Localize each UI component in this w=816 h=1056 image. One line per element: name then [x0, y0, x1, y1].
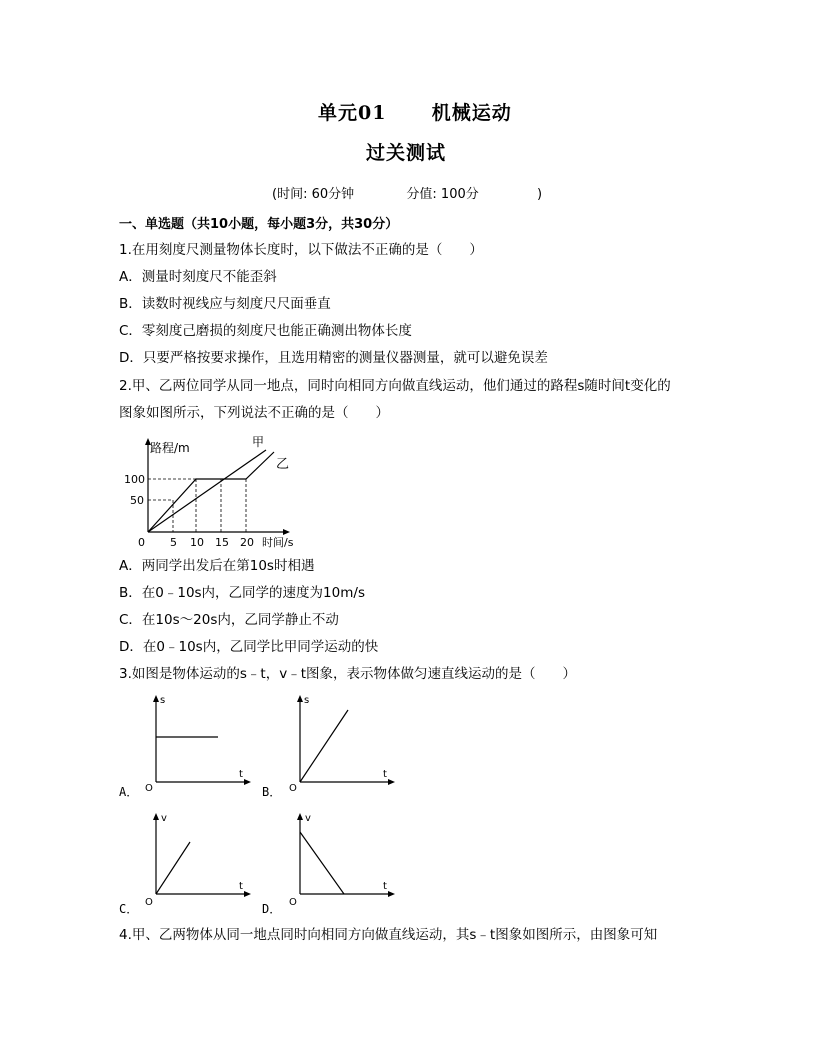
graph-c-ylabel: v [161, 813, 167, 824]
question-4-stem: 4.甲、乙两物体从同一地点同时向相同方向做直线运动，其s﹣t图象如图所示，由图象可知 [119, 927, 658, 943]
question-1-stem: 1.在用刻度尺测量物体长度时，以下做法不正确的是（ ） [119, 242, 483, 258]
question-2-stem-line1: 2.甲、乙两位同学从同一地点，同时向相同方向做直线运动，他们通过的路程s随时间t变化的 [119, 378, 671, 394]
graph-c-line [156, 842, 190, 894]
graph-b-x-arrow [388, 779, 395, 785]
graph-d-xlabel: t [383, 881, 387, 892]
graph-d-option-label: D． [262, 902, 282, 916]
graph-c-option-label: C． [119, 902, 139, 916]
graph-c-origin: O [145, 897, 153, 908]
graph-d-origin: O [289, 897, 297, 908]
graph-b-xlabel: t [383, 769, 387, 780]
page-subtitle: 过关测试 [366, 142, 447, 164]
graph-b-option-label: B． [262, 785, 282, 799]
q2-x-arrow [283, 529, 290, 535]
section-title: 一、单选题（共10小题，每小题3分，共30分） [119, 217, 399, 232]
question-2-chart [116, 432, 316, 550]
graph-b-origin: O [289, 783, 297, 794]
graph-d-line [300, 832, 344, 894]
question-2-option-b: B．在0﹣10s内，乙同学的速度为10m/s [119, 585, 365, 601]
graph-a-x-arrow [244, 779, 251, 785]
graph-a [138, 690, 258, 800]
graph-c-y-arrow [153, 813, 159, 820]
series-yi-line [148, 452, 274, 532]
question-1-option-c: C．零刻度己磨损的刻度尺也能正确测出物体长度 [119, 323, 412, 339]
graph-a-y-arrow [153, 695, 159, 702]
graph-a-xlabel: t [239, 769, 243, 780]
q2-series-label-jia: 甲 [252, 435, 265, 449]
question-3-stem: 3.如图是物体运动的s﹣t，v﹣t图象，表示物体做匀速直线运动的是（ ） [119, 666, 576, 682]
graph-b-ylabel: s [304, 695, 310, 706]
question-1-option-b: B．读数时视线应与刻度尺尺面垂直 [119, 296, 331, 312]
q2-series-label-yi: 乙 [276, 457, 290, 472]
info-close-paren: ) [537, 187, 543, 202]
series-jia-line [148, 450, 266, 532]
graph-c-xlabel: t [239, 881, 243, 892]
question-1-option-a: A．测量时刻度尺不能歪斜 [119, 269, 277, 285]
question-2-stem-line2: 图象如图所示，下列说法不正确的是（ ） [119, 405, 389, 421]
question-1-option-d: D．只要严格按要求操作，且选用精密的测量仪器测量，就可以避免误差 [119, 350, 548, 366]
unit-subject: 机械运动 [431, 102, 512, 124]
graph-d-y-arrow [297, 813, 303, 820]
question-2-option-c: C．在10s～20s内，乙同学静止不动 [119, 612, 339, 628]
question-2-option-d: D．在0﹣10s内，乙同学比甲同学运动的快 [119, 639, 379, 655]
graph-d [282, 808, 402, 918]
graph-a-option-label: A． [119, 785, 139, 799]
total-score: 分值: 100分 [406, 187, 479, 202]
graph-a-ylabel: s [160, 695, 166, 706]
graph-d-ylabel: v [305, 813, 311, 824]
time-limit: 时间: 60分钟 [277, 187, 355, 202]
graph-c-x-arrow [244, 891, 251, 897]
unit-title [318, 98, 512, 125]
exam-info [272, 183, 542, 202]
q2-ytick-50: 50 [130, 494, 144, 507]
graph-a-origin: O [145, 783, 153, 794]
graph-b-y-arrow [297, 695, 303, 702]
question-2-option-a: A．两同学出发后在第10s时相遇 [119, 558, 315, 574]
unit-number: 单元01 [318, 102, 387, 124]
graph-d-x-arrow [388, 891, 395, 897]
graph-c [138, 808, 258, 918]
q2-xtick-20: 20 [240, 536, 254, 549]
q2-xtick-15: 15 [215, 536, 229, 549]
q2-xtick-5: 5 [170, 536, 177, 549]
q2-xtick-10: 10 [190, 536, 204, 549]
graph-b [282, 690, 402, 800]
info-open-paren: ( [272, 187, 278, 202]
q2-ylabel: 路程/m [150, 441, 190, 455]
q2-ytick-100: 100 [124, 473, 145, 486]
q2-xtick-0: 0 [138, 536, 145, 549]
q2-xlabel: 时间/s [262, 536, 294, 549]
graph-b-line [300, 710, 348, 782]
